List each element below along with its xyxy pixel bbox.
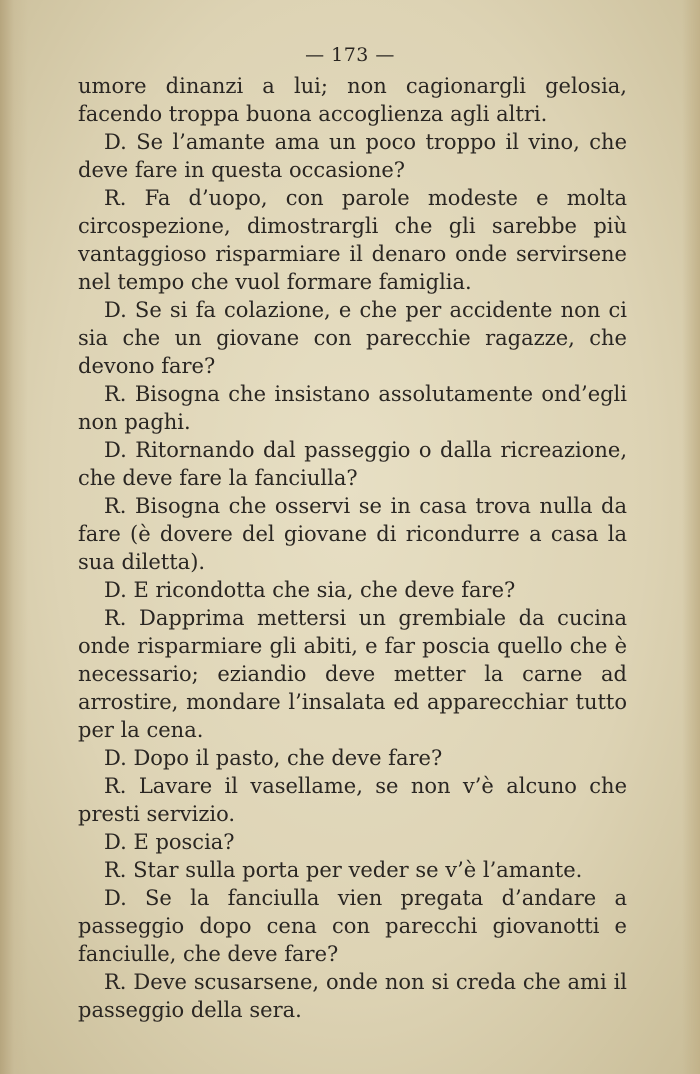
answer-paragraph: R. Bisogna che insistano assolutamente ond’egli non paghi. [78, 382, 627, 434]
question-paragraph: D. E poscia? [104, 830, 235, 854]
answer-paragraph: R. Fa d’uopo, con parole modeste e molta circospezione, dimostrargli che gli sarebbe più vantaggioso risparmiare il denaro onde servirsene nel tempo che vuol formare famiglia. [78, 186, 627, 294]
answer-paragraph: R. Bisogna che osservi se in casa trova nulla da fare (è dovere del giovane di ricondurre a casa la sua diletta). [78, 494, 627, 574]
question-paragraph: D. E ricondotta che sia, che deve fare? [104, 578, 516, 602]
answer-paragraph: R. Dapprima mettersi un grembiale da cucina onde risparmiare gli abiti, e far poscia quello che è necessario; eziandio deve metter la carne ad arrostire, mondare l’insalata ed apparecchiar tutto per la cena. [78, 606, 627, 742]
question-paragraph: D. Dopo il pasto, che deve fare? [104, 746, 443, 770]
answer-paragraph: R. Star sulla porta per veder se v’è l’amante. [104, 858, 583, 882]
question-paragraph: D. Ritornando dal passeggio o dalla ricreazione, che deve fare la fanciulla? [78, 438, 627, 490]
question-paragraph: D. Se l’amante ama un poco troppo il vino, che deve fare in questa occasione? [78, 130, 627, 182]
answer-paragraph: R. Lavare il vasellame, se non v’è alcuno che presti servizio. [78, 774, 627, 826]
question-paragraph: D. Se la fanciulla vien pregata d’andare a passeggio dopo cena con parecchi giovanotti e fanciulle, che deve fare? [78, 886, 627, 966]
question-paragraph: D. Se si fa colazione, e che per accidente non ci sia che un giovane con parecchie ragazze, che devono fare? [78, 298, 627, 378]
page-number: — 173 — [305, 44, 395, 66]
body-text [78, 72, 627, 1024]
page-left-edge-shadow [0, 0, 28, 1074]
answer-paragraph: R. Deve scusarsene, onde non si creda che ami il passeggio della sera. [78, 970, 627, 1022]
paragraph-continuation: umore dinanzi a lui; non cagionargli gelosia, facendo troppa buona accoglienza agli altri. [78, 74, 627, 126]
page-right-edge-shadow [682, 0, 700, 1074]
